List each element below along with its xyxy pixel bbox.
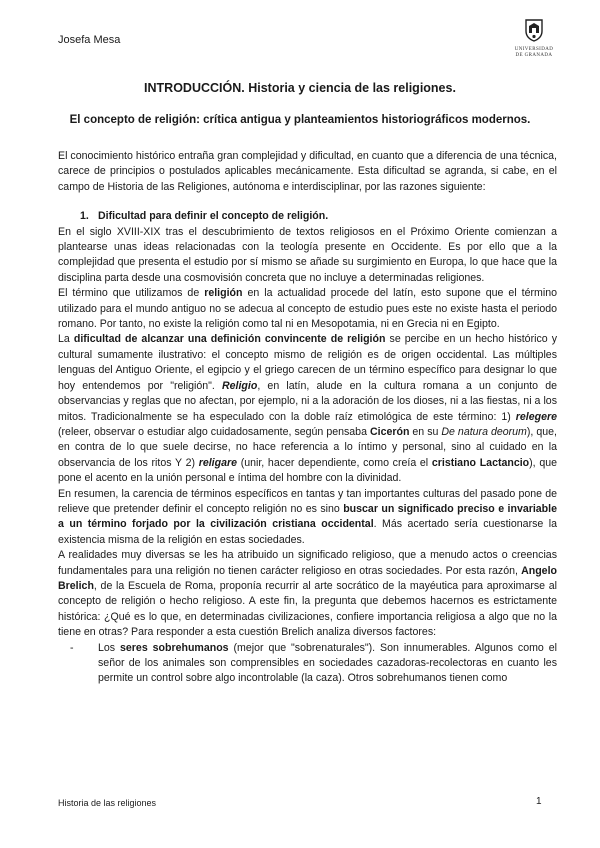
text-run: se percibe en un hecho histórico y cultural sumamente ilustrativo: el concepto mismo de religión es de origen occidental. Las múltiples lenguas del Antiguo Oriente, el egipcio y el griego carecen de un término específico para designar lo que hoy entendemos por "religión". [58, 333, 558, 392]
university-logo [510, 18, 558, 59]
name-lactancio: cristiano Lactancio [431, 456, 530, 469]
section-heading [58, 209, 557, 224]
document-title: INTRODUCCIÓN. Historia y ciencia de las religiones. [144, 81, 456, 95]
paragraph-1: En el siglo XVIII-XIX tras el descubrimiento de textos religiosos en el Próximo Oriente comienzan a plantearse unas ideas relacionadas con la teología presente en Occidente. Es por ello que a la complejidad que presenta el estudio por sí mismo se añade su surgimiento en Europa, lo que hace que la disciplina parta desde una cosmovisión concreta que no incluye a determinadas religiones. [58, 225, 557, 284]
text-run: , en latín, alude en la cultura romana a un conjunto de observancias y reglas que no afectan, por ejemplo, ni a la adoración de los dioses, ni a las fiestas, ni a los mitos. Tradicionalmente se ha especulado con la doble raíz etimológica de este término: 1) [58, 379, 557, 423]
text-run: La [58, 333, 74, 346]
text-run: en su [409, 425, 442, 438]
term-relegere: relegere [515, 410, 557, 423]
text-run: , de la Escuela de Roma, proponía recurrir al arte socrático de la mayéutica para aproximarse al concepto de religión o hecho religioso. A este fin, la pregunta que debemos hacernos es estrictamente histórica: ¿Qué es lo que, en determinadas civilizaciones, confiere importancia religiosa a algo que no la tiene en otras? Para responder a esta cuestión Brelich analiza diversos factores: [58, 579, 557, 639]
text-run: En resumen, la carencia de términos específicos en tantas y tan importantes culturas del pasado pone de relieve que pretender definir el concepto religión no es sino [58, 487, 557, 515]
text-run: ), que, en contra de lo que suele decirse, no hace referencia a lo íntimo y personal, sino al cuidado en la observancia de los ritos Y 2) [58, 425, 557, 469]
paragraph-2 [58, 286, 557, 332]
footer-course: Historia de las religiones [58, 798, 157, 808]
text-run: ), que pone el acento en la unión personal e íntima del hombre con la divinidad. [58, 456, 557, 485]
emphasis-run: seres sobrehumanos [120, 641, 229, 654]
text-run: . Más acertado sería cuestionarse la existencia misma de la religión en estas sociedades. [58, 518, 557, 546]
list-bullet: - [70, 641, 74, 654]
text-run: A realidades muy diversas se les ha atribuido un significado religioso, que a menudo actos o creencias fundamentales para una religión no tienen carácter religioso en otras sociedades. Por esta razón, [58, 549, 557, 577]
document-body [58, 149, 557, 687]
document-subtitle: El concepto de religión: crítica antigua y planteamientos historiográficos modernos. [69, 114, 531, 126]
name-brelich: Angelo Brelich [58, 564, 557, 592]
intro-paragraph: El conocimiento histórico entraña gran complejidad y dificultad, en cuanto que a diferencia de una técnica, carece de principios o postulados aplicables mecánicamente. Esta dificultad se agranda, si cabe, en el campo de Historia de las Religiones, autónoma e interdisciplinar, por las razones siguiente: [58, 150, 557, 193]
list-item-text [98, 641, 557, 687]
section-number: 1. [80, 210, 89, 223]
paragraph-5 [58, 548, 557, 640]
list-item [58, 641, 557, 687]
emphasis-run: dificultad de alcanzar una definición convincente de religión [73, 333, 386, 346]
emphasis-run: buscar un significado preciso e invariable a un término forjado por la civilización cristiana occidental [58, 502, 557, 531]
emphasis-run: religión [204, 287, 243, 300]
term-religio: Religio [221, 379, 258, 392]
text-run: (releer, observar o estudiar algo cuidadosamente, según pensaba [58, 425, 370, 438]
text-run: El término que utilizamos de [58, 287, 205, 300]
paragraph-spacer [58, 195, 557, 209]
page-number: 1 [536, 796, 542, 807]
text-run: Los [98, 641, 121, 654]
text-run: en la actualidad procede del latín, esto supone que el término utilizado para el mundo antiguo no se adecua al concepto de estudio pues este no existe hasta el periodo romano. Por tanto, no existe la religión como tal ni en Mesopotamia, ni en Grecia ni en Egipto. [58, 287, 557, 331]
header-author: Josefa Mesa [58, 34, 121, 46]
paragraph-4 [58, 487, 557, 549]
paragraph-3 [58, 332, 557, 486]
text-run: (unir, hacer dependiente, como creía el [237, 456, 432, 469]
name-ciceron: Cicerón [369, 425, 410, 438]
university-crest-icon [523, 18, 545, 42]
work-title: De natura deorum [441, 425, 527, 438]
logo-line-1: UNIVERSIDAD [514, 47, 554, 52]
text-run: (mejor que "sobrenaturales"). Son innumerables. Algunos como el señor de los animales son comprensibles en sociedades cazadoras-recolectoras en cuanto les permite un control sobre algo incontrolable (la caza). Otros sobrehumanos tienen como [98, 641, 557, 685]
logo-line-2: DE GRANADA [515, 53, 553, 58]
section-heading-text: Dificultad para definir el concepto de religión. [98, 210, 329, 223]
term-religare: religare [198, 456, 237, 469]
